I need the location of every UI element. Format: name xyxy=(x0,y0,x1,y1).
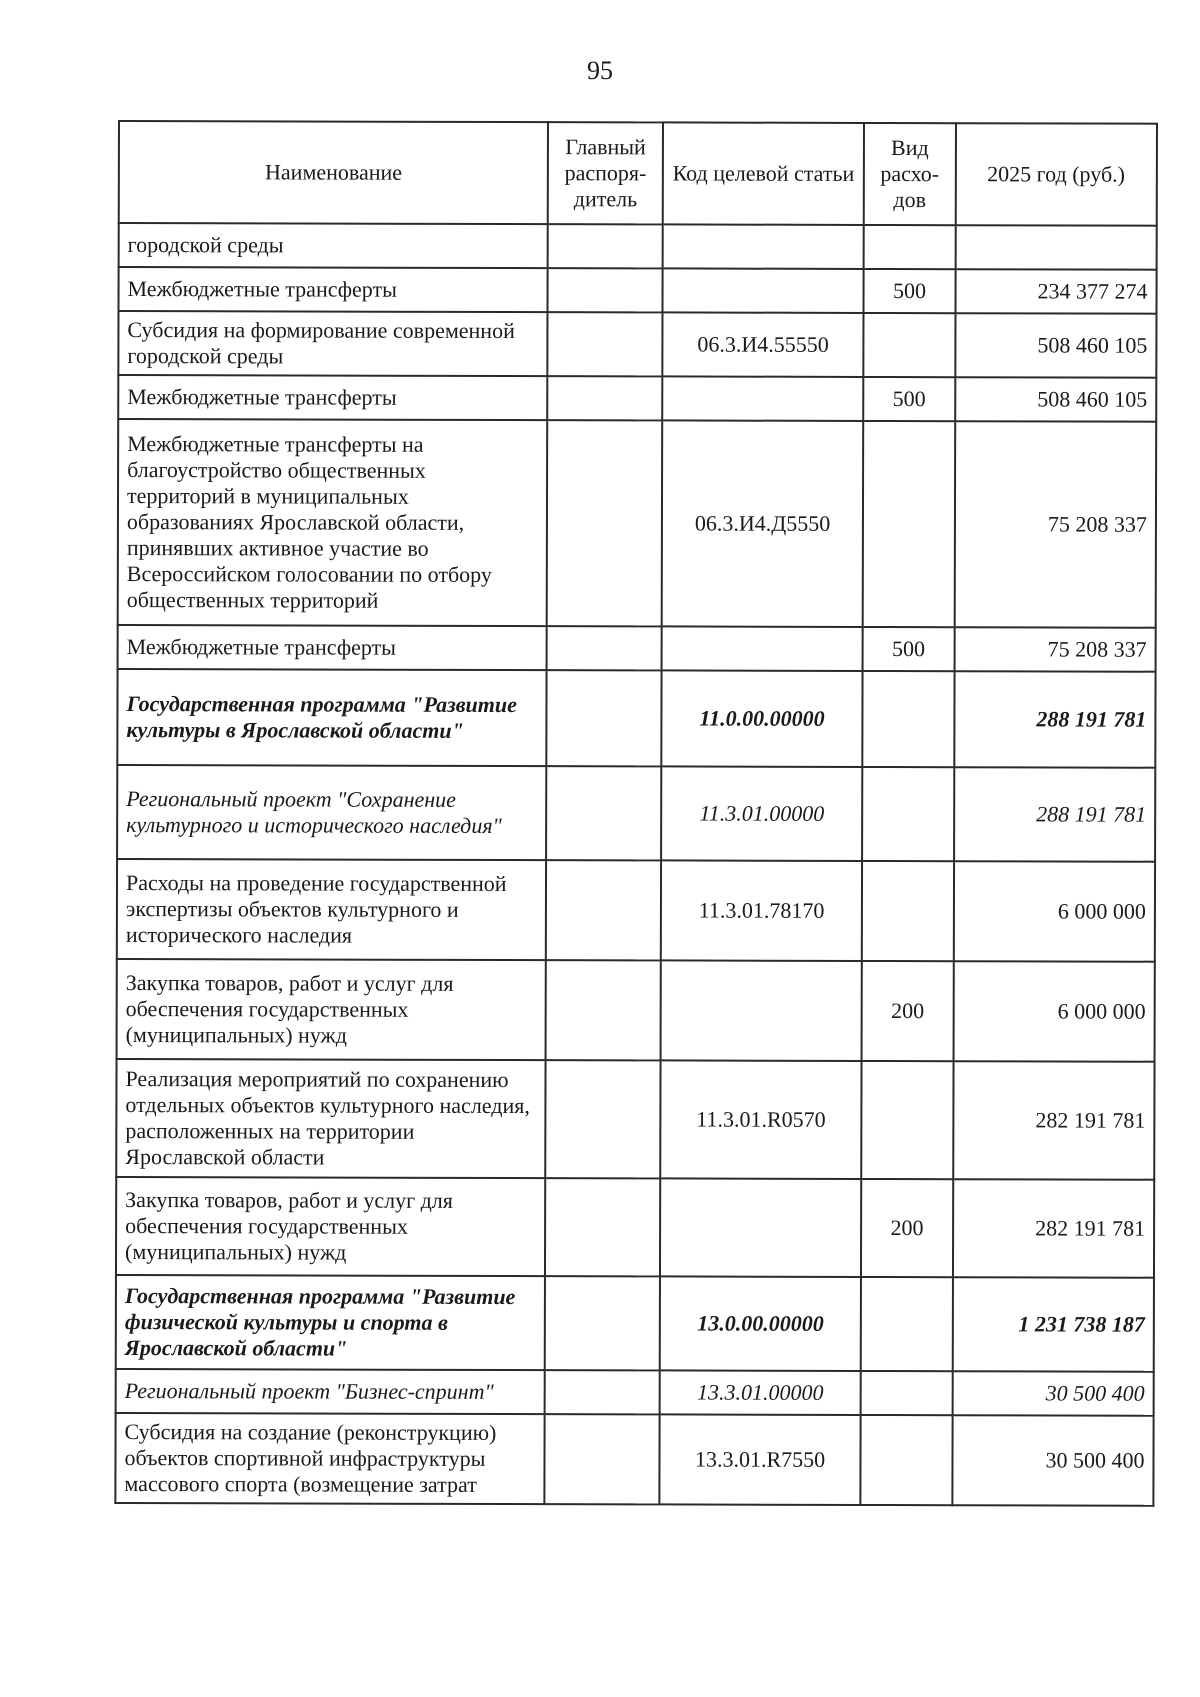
cell-kind: 500 xyxy=(863,627,954,671)
cell-kind: 500 xyxy=(864,269,955,313)
cell-kind xyxy=(863,671,954,767)
cell-manager xyxy=(546,766,661,860)
cell-amount: 75 208 337 xyxy=(954,421,1156,628)
cell-code xyxy=(662,268,864,313)
cell-kind xyxy=(864,225,955,269)
cell-amount xyxy=(955,225,1157,270)
cell-manager xyxy=(548,312,663,376)
cell-manager xyxy=(545,1178,660,1276)
cell-code: 11.3.01.R0570 xyxy=(660,1060,862,1179)
cell-manager xyxy=(548,268,663,312)
cell-name: Межбюджетные трансферты xyxy=(118,267,548,312)
cell-manager xyxy=(546,960,661,1060)
cell-code: 06.3.И4.55550 xyxy=(662,312,864,377)
table-row xyxy=(117,959,1155,1062)
cell-amount: 288 191 781 xyxy=(954,767,1156,862)
cell-kind xyxy=(861,1277,952,1371)
table-row xyxy=(118,375,1156,422)
cell-code xyxy=(660,960,862,1061)
table-row xyxy=(117,669,1155,768)
cell-code: 11.3.01.00000 xyxy=(661,766,863,861)
cell-amount: 234 377 274 xyxy=(955,269,1157,314)
cell-kind xyxy=(862,767,953,861)
cell-manager xyxy=(548,376,663,420)
cell-name: Закупка товаров, работ и услуг для обеспечения государственных (муниципальных) нужд xyxy=(117,959,547,1060)
column-header-code: Код целевой статьи xyxy=(663,122,865,225)
cell-code: 11.0.00.00000 xyxy=(661,670,863,767)
cell-kind: 200 xyxy=(862,961,953,1061)
table-row xyxy=(118,311,1156,378)
cell-name: Реализация мероприятий по сохранению отдельных объектов культурного наследия, расположенных на территории Ярославской области xyxy=(116,1059,546,1178)
cell-manager xyxy=(547,626,662,670)
column-header-amount: 2025 год (руб.) xyxy=(955,123,1157,226)
cell-name: Государственная программа "Развитие физической культуры и спорта в Ярославской области" xyxy=(116,1275,546,1370)
cell-name: Субсидия на создание (реконструкцию) объектов спортивной инфраструктуры массового спорта (возмещение затрат xyxy=(115,1413,545,1504)
cell-code xyxy=(663,224,865,269)
cell-amount: 75 208 337 xyxy=(954,627,1156,672)
column-header-kind: Вид расхо-дов xyxy=(864,123,955,225)
cell-kind xyxy=(862,861,953,961)
cell-manager xyxy=(547,670,662,766)
cell-name: Межбюджетные трансферты на благоустройство общественных территорий в муниципальных образованиях Ярославской области, принявших активное участие во Всероссийском голосовании по отбору общественных территорий xyxy=(118,419,548,626)
cell-name: Региональный проект "Сохранение культурного и исторического наследия" xyxy=(117,765,547,860)
table-row xyxy=(116,1275,1154,1372)
cell-kind xyxy=(864,313,955,377)
cell-manager xyxy=(545,1414,660,1504)
cell-amount: 282 191 781 xyxy=(952,1179,1154,1278)
cell-amount: 6 000 000 xyxy=(953,861,1155,962)
cell-amount: 508 460 105 xyxy=(955,313,1157,378)
cell-code xyxy=(660,1178,862,1277)
cell-amount: 1 231 738 187 xyxy=(952,1277,1154,1372)
cell-kind xyxy=(863,421,955,627)
page-number: 95 xyxy=(587,56,613,85)
cell-name: Субсидия на формирование современной городской среды xyxy=(118,311,548,376)
cell-kind xyxy=(862,1061,953,1179)
cell-kind xyxy=(861,1415,952,1505)
table-row xyxy=(117,859,1155,962)
table-row xyxy=(115,1413,1153,1506)
cell-amount: 30 500 400 xyxy=(952,1371,1154,1416)
cell-kind: 200 xyxy=(861,1179,952,1277)
cell-manager xyxy=(545,1370,660,1414)
table-row xyxy=(118,625,1156,672)
table-row xyxy=(116,1369,1154,1416)
table-row xyxy=(119,223,1157,270)
cell-code: 13.3.01.R7550 xyxy=(659,1414,861,1505)
cell-manager xyxy=(546,1060,661,1178)
table-row xyxy=(116,1177,1154,1278)
cell-amount: 288 191 781 xyxy=(954,671,1156,768)
cell-code xyxy=(661,626,863,671)
cell-name: Межбюджетные трансферты xyxy=(118,375,548,420)
cell-manager xyxy=(546,860,661,960)
cell-code: 06.3.И4.Д5550 xyxy=(662,420,864,627)
cell-manager xyxy=(548,224,663,268)
table-row xyxy=(118,419,1157,628)
table-row xyxy=(116,1059,1154,1180)
cell-amount: 508 460 105 xyxy=(955,377,1157,422)
cell-kind: 500 xyxy=(864,377,955,421)
cell-name: Государственная программа "Развитие культуры в Ярославской области" xyxy=(117,669,547,766)
cell-amount: 6 000 000 xyxy=(953,961,1155,1062)
cell-code xyxy=(662,376,864,421)
cell-manager xyxy=(547,420,662,626)
column-header-manager: Главный распоря-дитель xyxy=(548,122,663,224)
cell-name: городской среды xyxy=(119,223,549,268)
table-row xyxy=(117,765,1155,862)
cell-kind xyxy=(861,1371,952,1415)
cell-code: 13.0.00.00000 xyxy=(660,1276,862,1371)
cell-manager xyxy=(545,1276,660,1370)
column-header-name: Наименование xyxy=(119,121,549,224)
table-row xyxy=(118,267,1156,314)
budget-table xyxy=(114,120,1158,1507)
cell-name: Региональный проект "Бизнес-спринт" xyxy=(116,1369,546,1414)
cell-name: Расходы на проведение государственной экспертизы объектов культурного и исторического наследия xyxy=(117,859,547,960)
cell-amount: 282 191 781 xyxy=(953,1061,1155,1180)
table-header-row xyxy=(119,121,1157,226)
cell-name: Закупка товаров, работ и услуг для обеспечения государственных (муниципальных) нужд xyxy=(116,1177,546,1276)
cell-code: 11.3.01.78170 xyxy=(661,860,863,961)
cell-name: Межбюджетные трансферты xyxy=(118,625,548,670)
cell-code: 13.3.01.00000 xyxy=(660,1370,862,1415)
cell-amount: 30 500 400 xyxy=(952,1415,1154,1506)
